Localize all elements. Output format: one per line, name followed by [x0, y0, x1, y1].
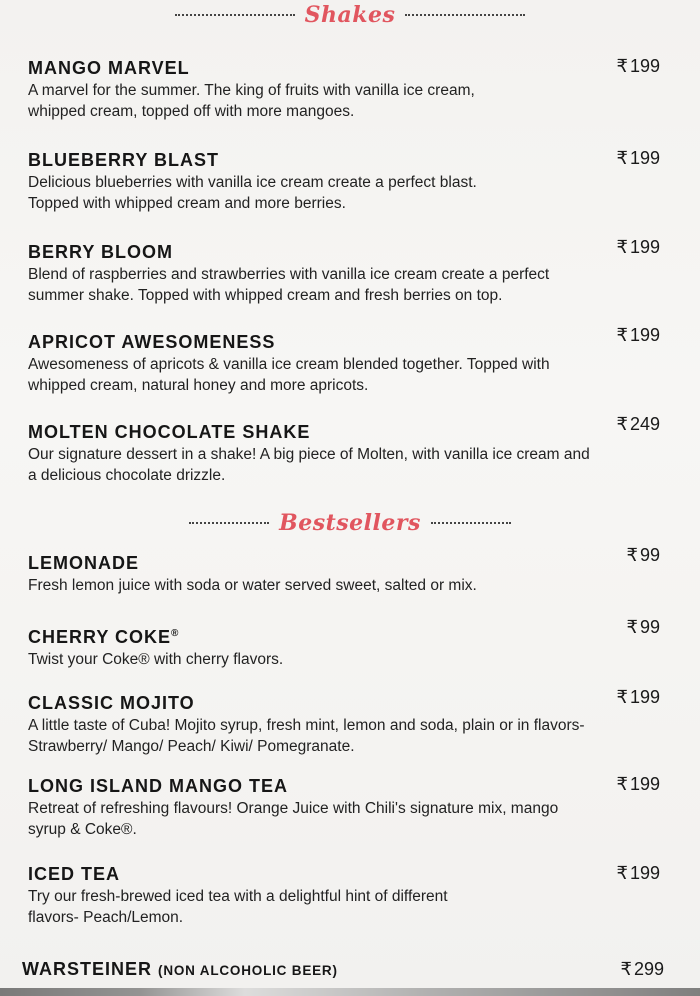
item-name: ICED TEA — [28, 864, 121, 884]
menu-item — [28, 331, 648, 396]
divider-left — [175, 14, 295, 16]
item-price: ₹ 249 — [616, 414, 660, 434]
item-description: Try our fresh-brewed iced tea with a delightful hint of different flavors- Peach/Lemon. — [28, 888, 448, 926]
item-price: ₹ 99 — [626, 617, 660, 637]
item-description: Retreat of refreshing flavours! Orange Juice with Chili's signature mix, mango syrup & Coke®. — [28, 800, 559, 838]
item-subtitle: (NON ALCOHOLIC BEER) — [158, 963, 338, 978]
item-description: Awesomeness of apricots & vanilla ice cream blended together. Topped with whipped cream, natural honey and more apricots. — [28, 356, 550, 394]
item-name: BERRY BLOOM — [28, 242, 174, 262]
item-price: ₹ 199 — [616, 56, 660, 76]
divider-left — [189, 522, 269, 524]
item-name: MANGO MARVEL — [28, 58, 190, 78]
item-price: ₹ 199 — [616, 774, 660, 794]
item-description: Delicious blueberries with vanilla ice cream create a perfect blast. Topped with whipped cream and more berries. — [28, 174, 477, 212]
item-description: A little taste of Cuba! Mojito syrup, fresh mint, lemon and soda, plain or in flavors-Strawberry/ Mango/ Peach/ Kiwi/ Pomegranate. — [28, 717, 585, 755]
item-description: Our signature dessert in a shake! A big piece of Molten, with vanilla ice cream and a delicious chocolate drizzle. — [28, 446, 590, 484]
item-name: APRICOT AWESOMENESS — [28, 332, 276, 352]
item-name: LEMONADE — [28, 553, 139, 573]
menu-item — [22, 958, 642, 982]
menu-item — [28, 241, 648, 306]
divider-right — [431, 522, 511, 524]
menu-item — [28, 863, 648, 928]
registered-mark: ® — [171, 628, 180, 639]
menu-item — [28, 775, 648, 840]
item-name: BLUEBERRY BLAST — [28, 150, 220, 170]
menu-item — [28, 552, 648, 596]
bestsellers-title: Bestsellers — [279, 510, 421, 536]
item-description: A marvel for the summer. The king of fruits with vanilla ice cream, whipped cream, topped off with more mangoes. — [28, 82, 475, 120]
divider-right — [405, 14, 525, 16]
item-name: CLASSIC MOJITO — [28, 693, 195, 713]
item-name: CHERRY COKE® — [28, 627, 180, 647]
item-name: WARSTEINER (NON ALCOHOLIC BEER) — [22, 959, 338, 979]
item-description: Fresh lemon juice with soda or water served sweet, salted or mix. — [28, 577, 477, 594]
page-edge-shadow — [0, 988, 700, 996]
item-description: Twist your Coke® with cherry flavors. — [28, 651, 284, 668]
item-price: ₹ 299 — [620, 959, 664, 979]
menu-item — [28, 692, 648, 757]
bestsellers-section-header — [0, 506, 700, 540]
shakes-section-header — [0, 0, 700, 32]
shakes-title: Shakes — [304, 2, 396, 28]
item-price: ₹ 199 — [616, 863, 660, 883]
item-price: ₹ 199 — [616, 148, 660, 168]
menu-item — [28, 623, 648, 670]
item-price: ₹ 199 — [616, 687, 660, 707]
item-name: LONG ISLAND MANGO TEA — [28, 776, 288, 796]
item-price: ₹ 199 — [616, 237, 660, 257]
menu-item — [28, 421, 648, 486]
item-price: ₹ 99 — [626, 545, 660, 565]
menu-item — [28, 57, 648, 122]
item-price: ₹ 199 — [616, 325, 660, 345]
item-description: Blend of raspberries and strawberries with vanilla ice cream create a perfect summer shake. Topped with whipped cream and fresh berries on top. — [28, 266, 550, 304]
menu-item — [28, 149, 648, 214]
item-name: MOLTEN CHOCOLATE SHAKE — [28, 422, 311, 442]
